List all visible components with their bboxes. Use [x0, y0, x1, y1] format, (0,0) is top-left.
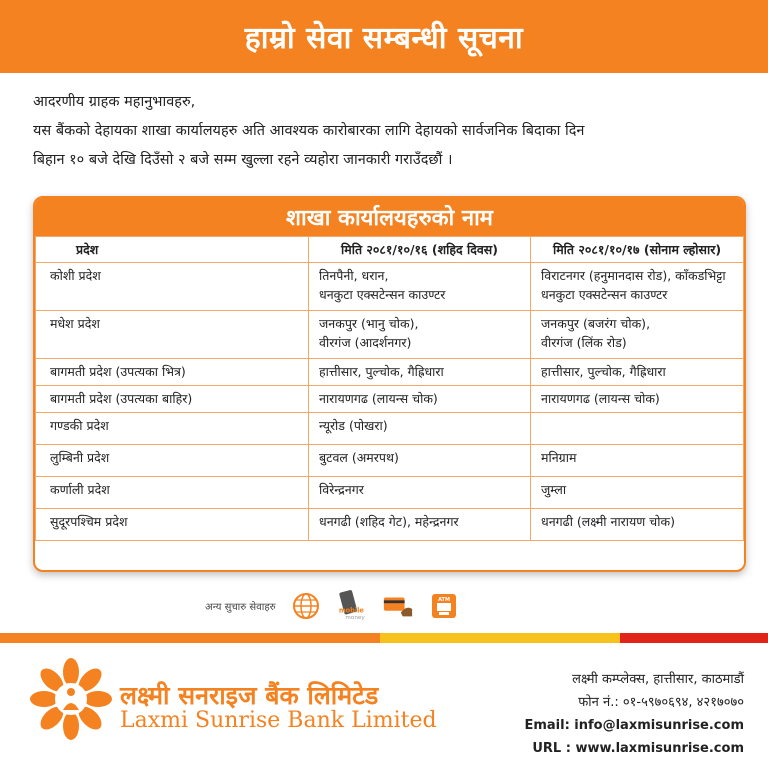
atm-text: ATM: [437, 597, 450, 603]
date1-cell: [309, 263, 531, 311]
table-row: [36, 509, 744, 541]
intro-text: [33, 88, 753, 175]
atm-icon: [428, 590, 460, 622]
header-province: प्रदेश: [36, 237, 309, 263]
date1-line: जनकपुर (भानु चोक),: [319, 316, 419, 331]
other-services: [205, 586, 460, 626]
date2-cell: जुम्ला: [531, 477, 744, 509]
table-row: [36, 359, 744, 386]
province-cell: सुदूरपश्चिम प्रदेश: [36, 509, 309, 541]
header-date2: मिति २०८१/१०/१७ (सोनाम ल्होसार): [531, 237, 744, 263]
province-cell: बागमती प्रदेश (उपत्यका भित्र): [36, 359, 309, 386]
date2-cell: धनगढी (लक्ष्मी नारायण चोक): [531, 509, 744, 541]
date2-line: जनकपुर (बजरंग चोक),: [541, 316, 651, 331]
date2-cell: नारायणगढ (लायन्स चोक): [531, 386, 744, 413]
province-cell: कर्णाली प्रदेश: [36, 477, 309, 509]
contact-email[interactable]: Email: info@laxmisunrise.com: [524, 718, 744, 733]
date2-cell: [531, 263, 744, 311]
footer-stripe-yellow: [380, 633, 620, 643]
province-cell: मधेश प्रदेश: [36, 311, 309, 359]
province-cell: लुम्बिनी प्रदेश: [36, 445, 309, 477]
intro-line-3: बिहान १० बजे देखि दिउँसो २ बजे सम्म खुल्ला रहने व्यहोरा जानकारी गराउँदछौं ।: [33, 152, 453, 168]
date1-line: धनकुटा एक्सटेन्सन काउण्टर: [319, 287, 446, 302]
date2-line: वीरगंज (लिंक रोड): [541, 335, 627, 350]
province-cell: कोशी प्रदेश: [36, 263, 309, 311]
date2-line: धनकुटा एक्सटेन्सन काउण्टर: [541, 287, 668, 302]
date1-cell: [309, 311, 531, 359]
footer-stripe-orange: [0, 633, 380, 643]
bank-name-english: Laxmi Sunrise Bank Limited: [120, 708, 437, 733]
date1-cell: बुटवल (अमरपथ): [309, 445, 531, 477]
table-title-text: शाखा कार्यालयहरुको नाम: [286, 206, 493, 231]
mobile-money-subtext: money: [345, 615, 365, 622]
branch-table: [35, 236, 744, 541]
date1-cell: न्यूरोड (पोखरा): [309, 413, 531, 445]
date1-cell: विरेन्द्रनगर: [309, 477, 531, 509]
internet-banking-icon: [290, 590, 322, 622]
mobile-money-text: mobile: [338, 606, 364, 615]
mobile-money-icon: [336, 590, 368, 622]
laxmi-logo-icon: [30, 658, 112, 740]
date2-cell: [531, 413, 744, 445]
table-row: [36, 413, 744, 445]
intro-salutation: आदरणीय ग्राहक महानुभावहरु,: [33, 94, 196, 110]
date1-line: वीरगंज (आदर्शनगर): [319, 335, 412, 350]
services-label: अन्य सुचारु सेवाहरु: [205, 602, 276, 613]
date1-cell: हात्तीसार, पुल्चोक, गैह्रिधारा: [309, 359, 531, 386]
table-row: [36, 311, 744, 359]
province-cell: गण्डकी प्रदेश: [36, 413, 309, 445]
header-date1: मिति २०८१/१०/१६ (शहिद दिवस): [309, 237, 531, 263]
province-cell: बागमती प्रदेश (उपत्यका बाहिर): [36, 386, 309, 413]
footer-stripe-red: [620, 633, 768, 643]
date2-cell: [531, 311, 744, 359]
intro-line-2: यस बैंकको देहायका शाखा कार्यालयहरु अति आवश्यक कारोबारका लागि देहायको सार्वजनिक बिदाका दिन: [33, 123, 585, 139]
table-title: [35, 198, 744, 236]
date2-line: विराटनगर (हनुमानदास रोड), काँकडभिट्टा: [541, 268, 726, 283]
notice-title: हाम्रो सेवा सम्बन्धी सूचना: [244, 21, 524, 56]
date1-cell: नारायणगढ (लायन्स चोक): [309, 386, 531, 413]
table-row: [36, 386, 744, 413]
contact-url[interactable]: URL : www.laxmisunrise.com: [532, 741, 744, 756]
table-row: [36, 445, 744, 477]
branch-table-card: [33, 196, 746, 572]
contact-info: [524, 668, 744, 760]
date2-cell: हात्तीसार, पुल्चोक, गैह्रिधारा: [531, 359, 744, 386]
table-row: [36, 263, 744, 311]
notice-banner: [0, 0, 768, 73]
table-header-row: [36, 237, 744, 263]
contact-address: लक्ष्मी कम्प्लेक्स, हात्तीसार, काठमाडौं: [572, 672, 744, 687]
table-row: [36, 477, 744, 509]
date2-cell: मनिग्राम: [531, 445, 744, 477]
contact-phone: फोन नं.: ०१-५९७०६९४, ४२१७०७०: [578, 695, 744, 710]
date1-cell: धनगढी (शहिद गेट), महेन्द्रनगर: [309, 509, 531, 541]
bank-name-nepali: लक्ष्मी सनराइज बैंक लिमिटेड: [120, 681, 379, 710]
date1-line: तिनपैनी, धरान,: [319, 268, 389, 283]
card-icon: [382, 590, 414, 622]
